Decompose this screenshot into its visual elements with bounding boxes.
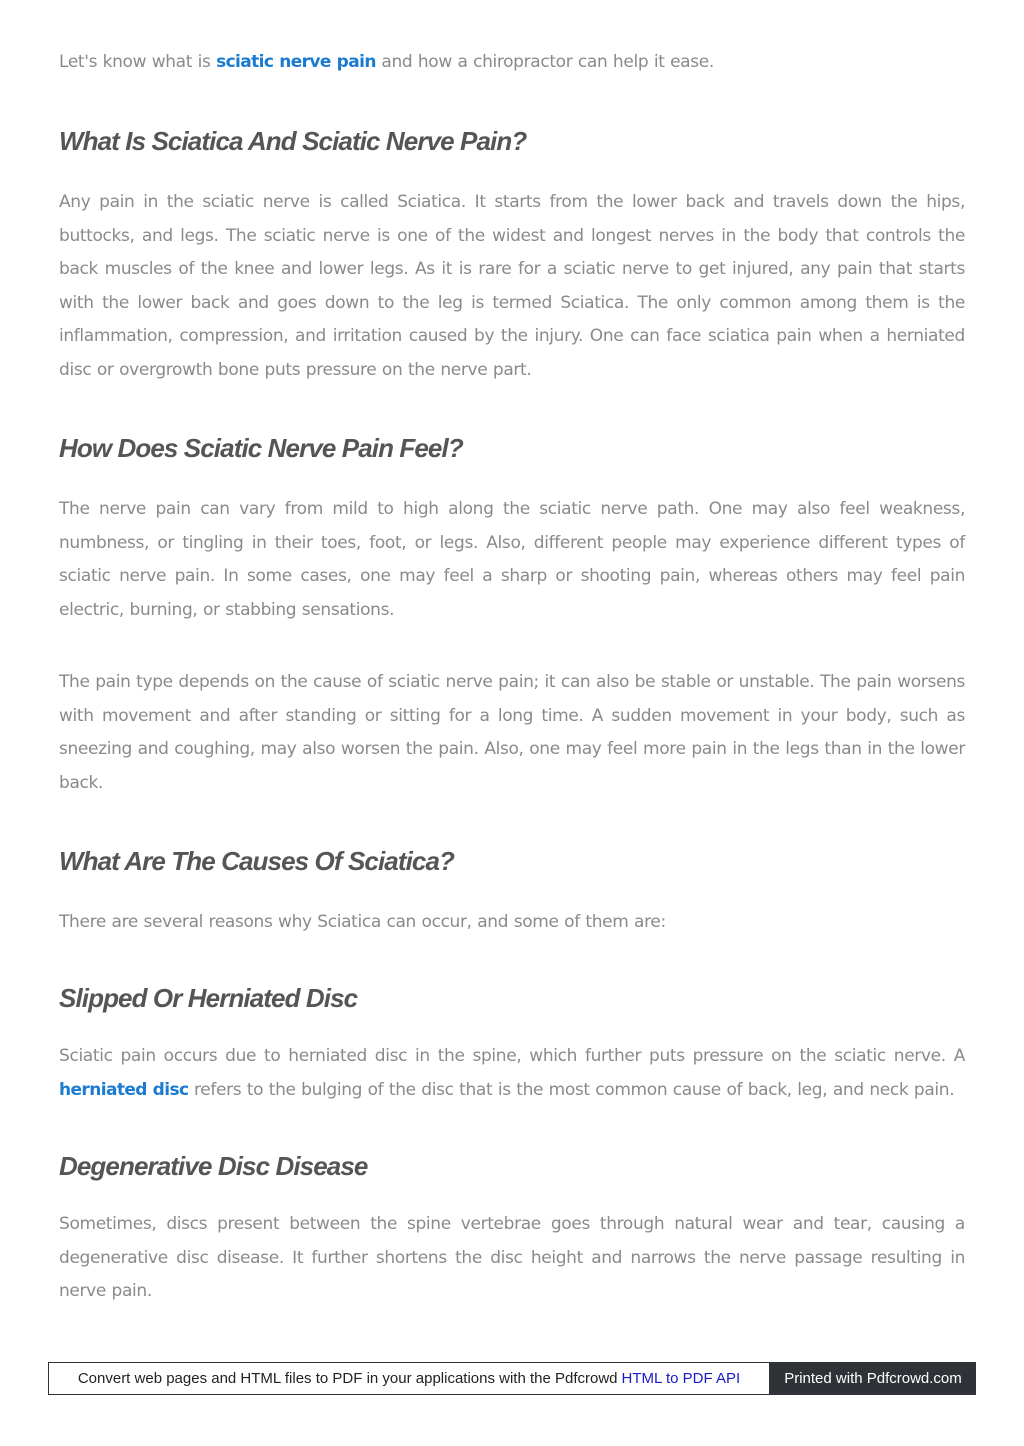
section-paragraph-herniated-disc <box>59 1040 965 1107</box>
section-paragraph-causes-of-sciatica: There are several reasons why Sciatica can occur, and some of them are: <box>59 912 666 932</box>
herniated-disc-text-after: refers to the bulging of the disc that is the most common cause of back, leg, and neck pain. <box>188 1079 955 1100</box>
section-paragraph-what-is-sciatica: Any pain in the sciatic nerve is called Sciatica. It starts from the lower back and travels down the hips, buttocks, and legs. The sciatic nerve is one of the widest and longest nerves in the body that controls the back muscles of the knee and lower legs. As it is rare for a sciatic nerve to get injured, any pain that starts with the lower back and goes down to the leg is termed Sciatica. The only common among them is the inflammation, compression, and irritation caused by the injury. One can face sciatica pain when a herniated disc or overgrowth bone puts pressure on the nerve part. <box>59 192 965 380</box>
footer-convert-banner <box>48 1362 770 1395</box>
pdfcrowd-footer <box>48 1362 976 1395</box>
footer-printed-with[interactable]: Printed with Pdfcrowd.com <box>770 1362 976 1395</box>
section-paragraph-degenerative-disc: Sometimes, discs present between the spine vertebrae goes through natural wear and tear, causing a degenerative disc disease. It further shortens the disc height and narrows the nerve passage resulting in nerve pain. <box>59 1214 965 1302</box>
section-paragraph-how-does-pain-feel-1: The nerve pain can vary from mild to high along the sciatic nerve path. One may also feel weakness, numbness, or tingling in their toes, foot, or legs. Also, different people may experience different types of sciatic nerve pain. In some cases, one may feel a sharp or shooting pain, whereas others may feel pain electric, burning, or stabbing sensations. <box>59 499 965 620</box>
herniated-disc-link[interactable]: herniated disc <box>59 1079 189 1100</box>
section-heading-causes-of-sciatica: What Are The Causes Of Sciatica? <box>59 846 455 876</box>
html-to-pdf-api-link[interactable]: HTML to PDF API <box>621 1370 741 1387</box>
section-heading-degenerative-disc: Degenerative Disc Disease <box>59 1151 368 1181</box>
intro-text-before: Let's know what is <box>59 52 217 72</box>
herniated-disc-text-before: Sciatic pain occurs due to herniated disc in the spine, which further puts pressure on the sciatic nerve. A <box>59 1046 965 1066</box>
section-heading-how-does-pain-feel: How Does Sciatic Nerve Pain Feel? <box>59 433 463 463</box>
intro-text-after: and how a chiropractor can help it ease. <box>375 52 714 72</box>
footer-convert-text: Convert web pages and HTML files to PDF in your applications with the Pdfcrowd <box>77 1370 618 1387</box>
section-heading-what-is-sciatica: What Is Sciatica And Sciatic Nerve Pain? <box>59 126 527 156</box>
intro-paragraph <box>59 46 965 80</box>
sciatic-nerve-pain-link[interactable]: sciatic nerve pain <box>216 52 376 72</box>
section-paragraph-how-does-pain-feel-2: The pain type depends on the cause of sciatic nerve pain; it can also be stable or unstable. The pain worsens with movement and after standing or sitting for a long time. A sudden movement in your body, such as sneezing and coughing, may also worsen the pain. Also, one may feel more pain in the legs than in the lower back. <box>59 672 965 793</box>
section-heading-herniated-disc: Slipped Or Herniated Disc <box>59 983 358 1013</box>
